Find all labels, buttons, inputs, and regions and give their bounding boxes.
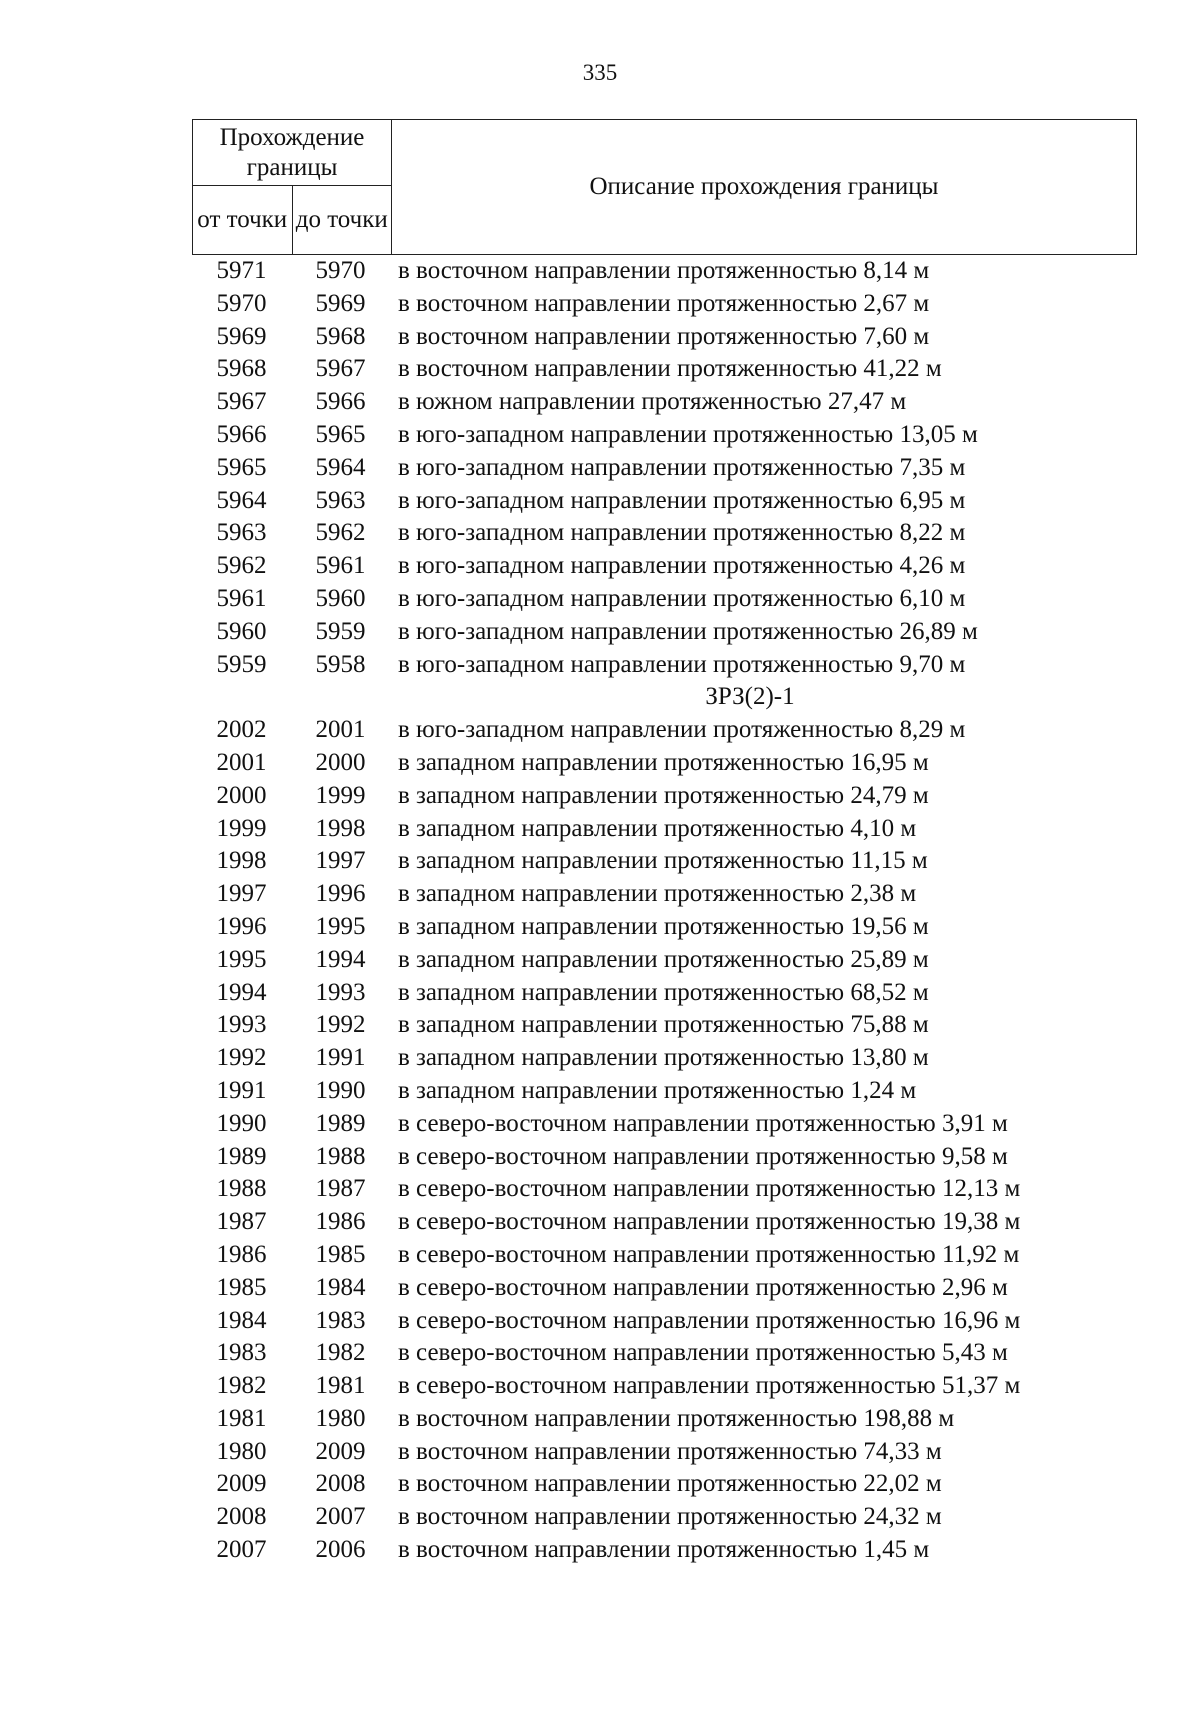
description-cell: в северо-восточном направлении протяженностью 5,43 м [398, 1339, 1008, 1367]
from-point-cell: 5964 [216, 486, 267, 514]
to-point-cell: 1983 [315, 1306, 366, 1334]
from-point-cell: 1991 [216, 1076, 267, 1104]
table-row [192, 1075, 1137, 1108]
description-cell: в северо-восточном направлении протяженностью 2,96 м [398, 1273, 1008, 1301]
description-cell: в северо-восточном направлении протяженностью 16,96 м [398, 1306, 1021, 1334]
from-point-cell: 1992 [216, 1044, 267, 1072]
table-row [192, 1206, 1137, 1239]
table-row [192, 1042, 1137, 1075]
section-title: ЗРЗ(2)-1 [705, 683, 795, 711]
description-cell: в северо-восточном направлении протяженностью 51,37 м [398, 1372, 1021, 1400]
table-row [192, 452, 1137, 485]
to-point-cell: 1982 [315, 1339, 366, 1367]
to-point-cell: 5963 [315, 486, 366, 514]
table-row [192, 321, 1137, 354]
from-point-cell: 5969 [216, 322, 267, 350]
to-point-cell: 1981 [315, 1372, 366, 1400]
description-cell: в западном направлении протяженностью 24,79 м [398, 781, 929, 809]
table-row [192, 1370, 1137, 1403]
table-row [192, 944, 1137, 977]
to-point-cell: 1993 [315, 978, 366, 1006]
from-point-cell: 5966 [216, 420, 267, 448]
table-row [192, 1272, 1137, 1305]
description-cell: в восточном направлении протяженностью 41,22 м [398, 355, 942, 383]
description-cell: в восточном направлении протяженностью 2,67 м [398, 289, 930, 317]
from-point-cell: 5959 [216, 650, 267, 678]
description-cell: в восточном направлении протяженностью 22,02 м [398, 1470, 942, 1498]
header-from-point: от точки [193, 186, 293, 255]
from-point-cell: 5960 [216, 617, 267, 645]
to-point-cell: 5966 [315, 388, 366, 416]
from-point-cell: 1980 [216, 1437, 267, 1465]
description-cell: в северо-восточном направлении протяженностью 9,58 м [398, 1142, 1008, 1170]
table-row [192, 1305, 1137, 1338]
description-cell: в юго-западном направлении протяженностью 9,70 м [398, 650, 966, 678]
to-point-cell: 1985 [315, 1240, 366, 1268]
table-row [192, 353, 1137, 386]
table-row [192, 649, 1137, 682]
table-row [192, 485, 1137, 518]
to-point-cell: 5969 [315, 289, 366, 317]
from-point-cell: 1984 [216, 1306, 267, 1334]
table-row [192, 1141, 1137, 1174]
description-cell: в западном направлении протяженностью 1,24 м [398, 1076, 917, 1104]
table-row [192, 878, 1137, 911]
to-point-cell: 2000 [315, 748, 366, 776]
to-point-cell: 5961 [315, 552, 366, 580]
description-cell: в восточном направлении протяженностью 8,14 м [398, 257, 930, 284]
description-cell: в юго-западном направлении протяженностью 8,22 м [398, 519, 966, 547]
to-point-cell: 5962 [315, 519, 366, 547]
description-cell: в восточном направлении протяженностью 198,88 м [398, 1404, 955, 1432]
description-cell: в восточном направлении протяженностью 74,33 м [398, 1437, 942, 1465]
table-row [192, 1337, 1137, 1370]
description-cell: в западном направлении протяженностью 19,56 м [398, 912, 929, 940]
description-cell: в северо-восточном направлении протяженностью 19,38 м [398, 1208, 1021, 1236]
table-row [192, 1009, 1137, 1042]
table-row [192, 1468, 1137, 1501]
to-point-cell: 5958 [315, 650, 366, 678]
boundary-table [192, 119, 1137, 1567]
section-title-row [192, 681, 1134, 714]
table-row [192, 813, 1137, 846]
to-point-cell: 1989 [315, 1109, 366, 1137]
table-row [192, 845, 1137, 878]
table-row [192, 747, 1137, 780]
table-row [192, 1239, 1137, 1272]
table-header [192, 119, 1137, 255]
to-point-cell: 1996 [315, 880, 366, 908]
description-cell: в западном направлении протяженностью 75,88 м [398, 1011, 929, 1039]
from-point-cell: 5970 [216, 289, 267, 317]
from-point-cell: 1986 [216, 1240, 267, 1268]
to-point-cell: 2006 [315, 1536, 366, 1564]
from-point-cell: 2002 [216, 716, 267, 744]
table-row [192, 255, 1137, 288]
table-row [192, 386, 1137, 419]
description-cell: в северо-восточном направлении протяженностью 3,91 м [398, 1109, 1008, 1137]
from-point-cell: 2001 [216, 748, 267, 776]
to-point-cell: 2009 [315, 1437, 366, 1465]
to-point-cell: 5959 [315, 617, 366, 645]
description-cell: в восточном направлении протяженностью 7,60 м [398, 322, 930, 350]
from-point-cell: 5968 [216, 355, 267, 383]
from-point-cell: 1993 [216, 1011, 267, 1039]
table-row [192, 616, 1137, 649]
from-point-cell: 2007 [216, 1536, 267, 1564]
to-point-cell: 1999 [315, 781, 366, 809]
table-row [192, 780, 1137, 813]
to-point-cell: 1987 [315, 1175, 366, 1203]
description-cell: в западном направлении протяженностью 13,80 м [398, 1044, 929, 1072]
table-row [192, 583, 1137, 616]
header-boundary-passage: Прохождение границы [193, 120, 392, 186]
from-point-cell: 1989 [216, 1142, 267, 1170]
table-row [192, 550, 1137, 583]
description-cell: в западном направлении протяженностью 2,38 м [398, 880, 917, 908]
to-point-cell: 1994 [315, 945, 366, 973]
from-point-cell: 2009 [216, 1470, 267, 1498]
to-point-cell: 2007 [315, 1503, 366, 1531]
header-description: Описание прохождения границы [392, 120, 1137, 255]
to-point-cell: 2008 [315, 1470, 366, 1498]
from-point-cell: 1995 [216, 945, 267, 973]
description-cell: в западном направлении протяженностью 68,52 м [398, 978, 929, 1006]
rows-group-a [192, 255, 1137, 681]
description-cell: в юго-западном направлении протяженностью 7,35 м [398, 453, 966, 481]
to-point-cell: 5965 [315, 420, 366, 448]
description-cell: в юго-западном направлении протяженностью 4,26 м [398, 552, 966, 580]
table-row [192, 1436, 1137, 1469]
description-cell: в юго-западном направлении протяженностью 6,95 м [398, 486, 966, 514]
to-point-cell: 1990 [315, 1076, 366, 1104]
table-row [192, 419, 1137, 452]
description-cell: в юго-западном направлении протяженностью 6,10 м [398, 584, 966, 612]
to-point-cell: 2001 [315, 716, 366, 744]
description-cell: в юго-западном направлении протяженностью 26,89 м [398, 617, 978, 645]
to-point-cell: 1988 [315, 1142, 366, 1170]
description-cell: в юго-западном направлении протяженностью 8,29 м [398, 716, 966, 744]
description-cell: в восточном направлении протяженностью 24,32 м [398, 1503, 942, 1531]
from-point-cell: 1985 [216, 1273, 267, 1301]
table-row [192, 1173, 1137, 1206]
description-cell: в северо-восточном направлении протяженностью 11,92 м [398, 1240, 1020, 1268]
description-cell: в юго-западном направлении протяженностью 13,05 м [398, 420, 978, 448]
table-row [192, 1108, 1137, 1141]
description-cell: в западном направлении протяженностью 4,10 м [398, 814, 917, 842]
from-point-cell: 5961 [216, 584, 267, 612]
to-point-cell: 1986 [315, 1208, 366, 1236]
to-point-cell: 5968 [315, 322, 366, 350]
from-point-cell: 1996 [216, 912, 267, 940]
to-point-cell: 1991 [315, 1044, 366, 1072]
table-row [192, 911, 1137, 944]
table-row [192, 977, 1137, 1010]
header-to-point: до точки [292, 186, 392, 255]
from-point-cell: 2008 [216, 1503, 267, 1531]
from-point-cell: 5963 [216, 519, 267, 547]
from-point-cell: 1990 [216, 1109, 267, 1137]
from-point-cell: 5962 [216, 552, 267, 580]
from-point-cell: 2000 [216, 781, 267, 809]
description-cell: в южном направлении протяженностью 27,47 м [398, 388, 907, 416]
from-point-cell: 1981 [216, 1404, 267, 1432]
to-point-cell: 5960 [315, 584, 366, 612]
description-cell: в северо-восточном направлении протяженностью 12,13 м [398, 1175, 1021, 1203]
to-point-cell: 1992 [315, 1011, 366, 1039]
rows-group-b [192, 714, 1137, 1567]
from-point-cell: 1997 [216, 880, 267, 908]
description-cell: в западном направлении протяженностью 16,95 м [398, 748, 929, 776]
description-cell: в западном направлении протяженностью 25,89 м [398, 945, 929, 973]
from-point-cell: 1983 [216, 1339, 267, 1367]
table-row [192, 714, 1137, 747]
from-point-cell: 1988 [216, 1175, 267, 1203]
table-row [192, 1534, 1137, 1567]
table-row [192, 1403, 1137, 1436]
from-point-cell: 5971 [216, 257, 267, 284]
from-point-cell: 5967 [216, 388, 267, 416]
from-point-cell: 1999 [216, 814, 267, 842]
table-body [192, 255, 1137, 1567]
description-cell: в восточном направлении протяженностью 1,45 м [398, 1536, 930, 1564]
from-point-cell: 1998 [216, 847, 267, 875]
to-point-cell: 5967 [315, 355, 366, 383]
to-point-cell: 5970 [315, 257, 366, 284]
to-point-cell: 1997 [315, 847, 366, 875]
table-row [192, 1501, 1137, 1534]
from-point-cell: 5965 [216, 453, 267, 481]
to-point-cell: 1998 [315, 814, 366, 842]
table-row [192, 517, 1137, 550]
table-row [192, 288, 1137, 321]
from-point-cell: 1987 [216, 1208, 267, 1236]
page-number: 335 [582, 60, 618, 85]
from-point-cell: 1994 [216, 978, 267, 1006]
to-point-cell: 1980 [315, 1404, 366, 1432]
to-point-cell: 5964 [315, 453, 366, 481]
from-point-cell: 1982 [216, 1372, 267, 1400]
to-point-cell: 1995 [315, 912, 366, 940]
description-cell: в западном направлении протяженностью 11,15 м [398, 847, 928, 875]
to-point-cell: 1984 [315, 1273, 366, 1301]
